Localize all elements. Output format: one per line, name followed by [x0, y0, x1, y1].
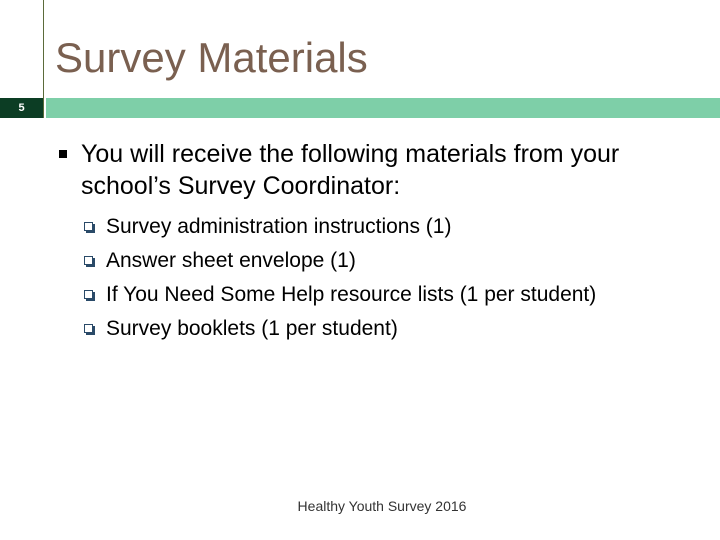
accent-bar [46, 98, 720, 118]
sub-bullet-text: Survey booklets (1 per student) [106, 317, 398, 340]
square-bullet-icon [59, 150, 67, 158]
sub-bullet-list [57, 212, 677, 343]
slide-body [57, 138, 677, 348]
checkbox-bullet-icon [84, 290, 93, 299]
main-bullet [57, 138, 677, 202]
sub-bullet-text: Survey administration instructions (1) [106, 215, 452, 238]
sub-bullet [57, 280, 677, 309]
checkbox-bullet-icon [84, 256, 93, 265]
checkbox-bullet-icon [84, 324, 93, 333]
sub-bullet-text: If You Need Some Help resource lists (1 per student) [106, 283, 597, 306]
checkbox-bullet-icon [84, 222, 93, 231]
vertical-rule [43, 0, 44, 118]
sub-bullet-text: Answer sheet envelope (1) [106, 249, 356, 272]
main-bullet-text: You will receive the following materials from your school’s Survey Coordinator: [81, 140, 620, 200]
sub-bullet [57, 314, 677, 343]
footer-text: Healthy Youth Survey 2016 [297, 498, 467, 514]
sub-bullet [57, 212, 677, 241]
sub-bullet [57, 246, 677, 275]
slide-title: Survey Materials [55, 34, 368, 81]
slide-number: 5 [0, 98, 43, 118]
